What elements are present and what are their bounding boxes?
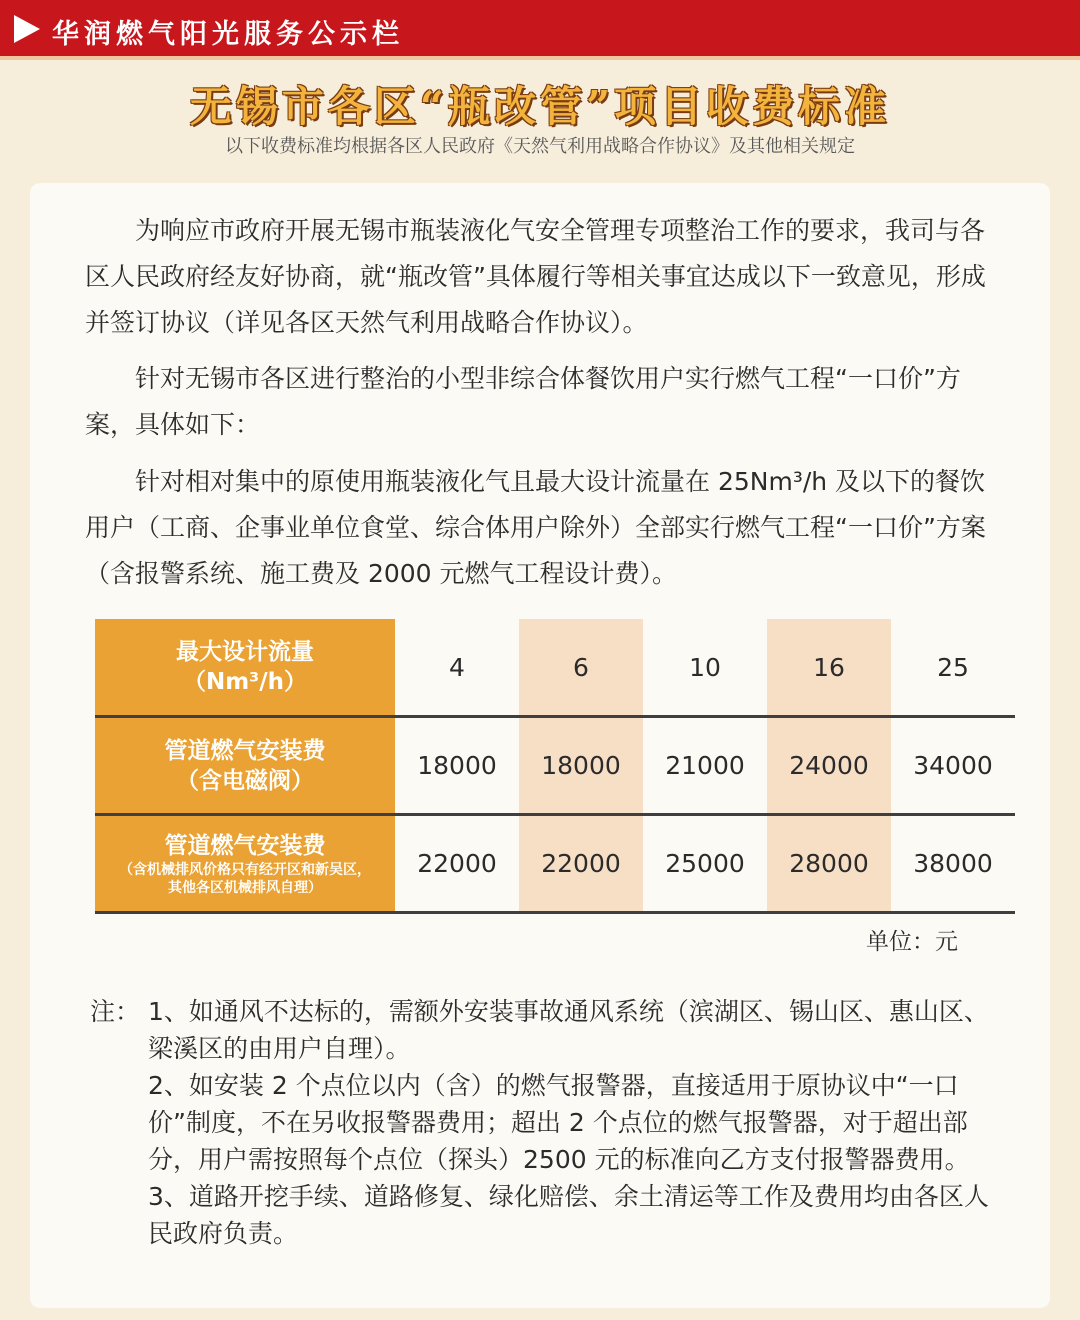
unit-label: 单位：元 <box>866 929 958 955</box>
table-cell: 28000 <box>767 815 891 913</box>
row-header-flow-line1: 最大设计流量 <box>176 639 314 665</box>
table-cell: 25 <box>891 619 1015 717</box>
row-header-install-line1: 管道燃气安装费 <box>164 737 326 764</box>
notes-prefix: 注： <box>90 997 141 1026</box>
table-cell: 25000 <box>643 815 767 913</box>
row-header-exhaust-line1: 管道燃气安装费 <box>164 832 326 859</box>
notes-section <box>90 993 1010 1252</box>
fee-table <box>95 619 1015 914</box>
note-item-1: 1、如通风不达标的，需额外安装事故通风系统（滨湖区、锡山区、惠山区、梁溪区的由用户自理）。 <box>148 997 989 1063</box>
table-row-flow <box>95 619 1015 717</box>
table-row-install-fee-exhaust <box>95 815 1015 913</box>
header-title: 华润燃气阳光服务公示栏 <box>52 19 404 50</box>
page-subtitle: 以下收费标准均根据各区人民政府《天然气利用战略合作协议》及其他相关规定 <box>225 136 855 157</box>
table-cell: 18000 <box>395 717 519 815</box>
row-header-flow <box>95 619 395 717</box>
table-row-install-fee <box>95 717 1015 815</box>
play-arrow-icon <box>14 15 40 43</box>
table-cell: 24000 <box>767 717 891 815</box>
detail-paragraph: 针对相对集中的原使用瓶装液化气且最大设计流量在 25Nm³/h 及以下的餐饮用户（工商、企事业单位食堂、综合体用户除外）全部实行燃气工程“一口价”方案（含报警系统、施工费及 2000 元燃气工程设计费）。 <box>85 467 986 588</box>
row-header-install-exhaust <box>95 815 395 913</box>
intro-paragraph: 为响应市政府开展无锡市瓶装液化气安全管理专项整治工作的要求，我司与各区人民政府经友好协商，就“瓶改管”具体履行等相关事宜达成以下一致意见，形成并签订协议（详见各区天然气利用战略合作协议）。 <box>85 216 986 337</box>
table-cell: 21000 <box>643 717 767 815</box>
note-item-3: 3、道路开挖手续、道路修复、绿化赔偿、余土清运等工作及费用均由各区人民政府负责。 <box>148 1182 989 1248</box>
table-cell: 10 <box>643 619 767 717</box>
table-cell: 18000 <box>519 717 643 815</box>
scope-paragraph: 针对无锡市各区进行整治的小型非综合体餐饮用户实行燃气工程“一口价”方案，具体如下： <box>85 364 961 439</box>
table-cell: 38000 <box>891 815 1015 913</box>
row-header-install-fee <box>95 717 395 815</box>
page-title: 无锡市各区“瓶改管”项目收费标准 <box>189 82 891 131</box>
note-item-2: 2、如安装 2 个点位以内（含）的燃气报警器，直接适用于原协议中“一口价”制度，不在另收报警器费用；超出 2 个点位的燃气报警器，对于超出部分，用户需按照每个点位（探头）2500 元的标准向乙方支付报警器费用。 <box>148 1071 970 1174</box>
content-card <box>30 183 1050 1308</box>
table-cell: 6 <box>519 619 643 717</box>
table-cell: 34000 <box>891 717 1015 815</box>
row-header-exhaust-line2: （含机械排风价格只有经开区和新吴区， <box>119 861 371 878</box>
table-cell: 22000 <box>519 815 643 913</box>
row-header-flow-line2: （Nm³/h） <box>182 669 308 695</box>
row-header-exhaust-line3: 其他各区机械排风自理） <box>168 879 322 896</box>
table-cell: 16 <box>767 619 891 717</box>
header-bar <box>0 0 1080 60</box>
table-cell: 4 <box>395 619 519 717</box>
row-header-install-line2: （含电磁阀） <box>176 767 314 794</box>
table-cell: 22000 <box>395 815 519 913</box>
